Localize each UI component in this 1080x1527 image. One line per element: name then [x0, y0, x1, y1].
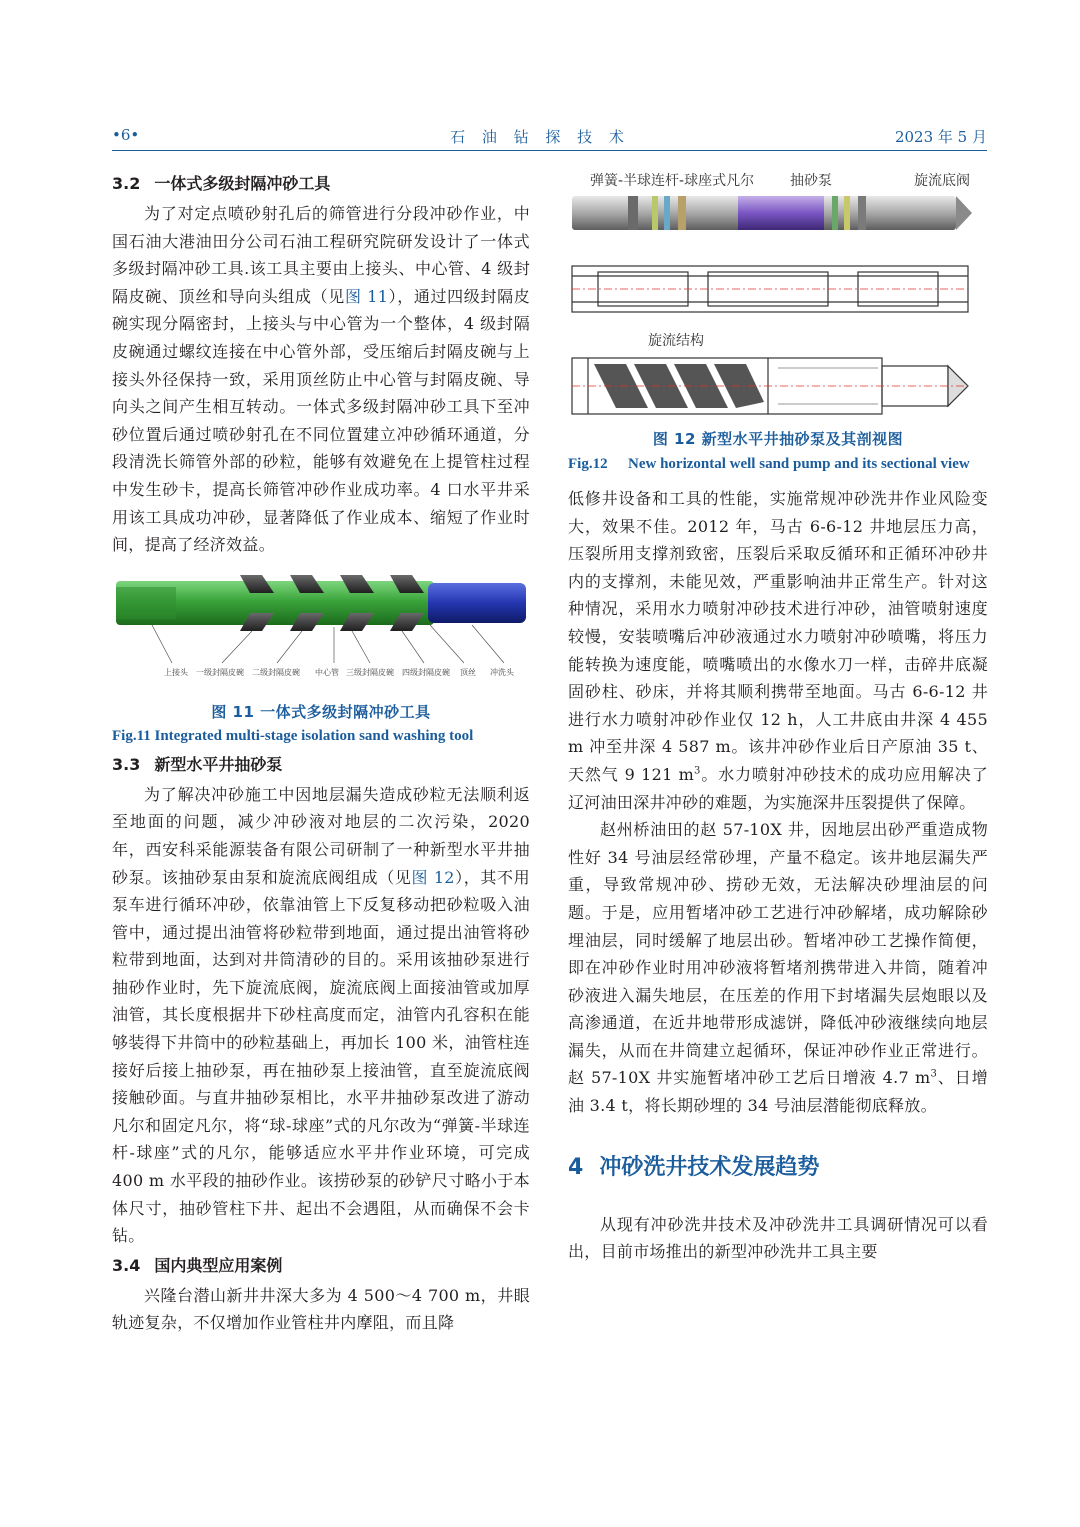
figure-12	[568, 168, 988, 424]
figure-11-tool-image	[112, 571, 530, 681]
figure-12-caption-en: Fig.12 New horizontal well sand pump and its sectional view	[568, 456, 970, 472]
figure-12-caption-cn: 图 12 新型水平井抽砂泵及其剖视图	[652, 430, 904, 448]
fig11-label-cup-1: 一级封隔皮碗	[196, 667, 244, 677]
fig11-label-wash-head: 冲洗头	[490, 667, 514, 677]
section-3-2-heading: 3.2 一体式多级封隔冲砂工具	[112, 174, 331, 193]
section-3-4-heading: 3.4 国内典型应用案例	[112, 1255, 283, 1275]
figure-11-caption-en: Fig.11 Integrated multi-stage isolation sand washing tool	[112, 727, 474, 744]
page-number: •6•	[112, 126, 140, 144]
fig12-label-swirl-structure: 旋流结构	[648, 333, 704, 349]
figure-11	[112, 571, 530, 693]
paragraph-zhaozhouqiao: 赵州桥油田的赵 57-10X 井，因地层出砂严重造成物性好 34 号油层经常砂埋，产量不稳定。该井地层漏失严重，导致常规冲砂、捞砂无效，无法解决砂埋油层的问题。于是，应用暂堵冲砂工艺进行冲砂解堵，成功解除砂埋油层，同时缓解了地层出砂。暂堵冲砂工艺操作简便，即在冲砂作业时用冲砂液将暂堵剂携带进入井筒，随着冲砂液进入漏失地层，在压差的作用下封堵漏失层炮眼以及高渗通道，在近井地带形成滤饼，降低冲砂液继续向地层漏失，从而在井筒建立起循环，保证冲砂作业正常进行。赵 57-10X 井实施暂堵冲砂工艺后日增液 4.7 $m^3$、日增油 3.4 t，将长期砂埋的 34 号油层潜能彻底释放。	[568, 820, 988, 1116]
fig11-label-cup-4: 四级封隔皮碗	[402, 667, 450, 677]
figure-11-caption-cn: 图 11 一体式多级封隔冲砂工具	[211, 702, 431, 721]
fig11-label-center-tube: 中心管	[315, 667, 339, 677]
fig11-label-cup-2: 二级封隔皮碗	[252, 667, 300, 677]
paragraph-3-2: 为了对定点喷砂射孔后的筛管进行分段冲砂作业，中国石油大港油田分公司石油工程研究院研发设计了一体式多级封隔冲砂工具.该工具主要由上接头、中心管、4 级封隔皮碗、顶丝和导向头组成（见图 11），通过四级封隔皮碗实现分隔密封，上接头与中心管为一个整体，4 级封隔皮碗通过螺纹连接在中心管外部，受压缩后封隔皮碗与上接头外径保持一致，采用顶丝防止中心管与封隔皮碗、导向头之间产生相互转动。一体式多级封隔冲砂工具下至冲砂位置后通过喷砂射孔在不同位置建立冲砂循环通道，分段清洗长筛管外部的砂粒，能够有效避免在上提管柱过程中发生砂卡，提高长筛管冲砂作业成功率。4 口水平井采用该工具成功冲砂，显著降低了作业成本、缩短了作业时间，提高了经济效益。	[112, 204, 531, 555]
fig11-label-top-joint: 上接头	[164, 667, 188, 677]
fig12-label-bottom-valve: 旋流底阀	[914, 173, 970, 189]
right-column	[568, 168, 988, 1266]
figure-12-pump-image	[568, 188, 988, 424]
header-rule	[112, 150, 987, 151]
fig11-label-set-screw: 顶丝	[460, 667, 476, 677]
issue-date: 2023 年 5 月	[894, 128, 987, 146]
figure-11-ref-link[interactable]: 图 11	[344, 286, 389, 306]
fig11-label-cup-3: 三级封隔皮碗	[346, 667, 394, 677]
paragraph-3-4: 兴隆台潜山新井井深大多为 4 500～4 700 m，井眼轨迹复杂，不仅增加作业管柱井内摩阻，而且降	[112, 1285, 530, 1333]
fig12-label-pump: 抽砂泵	[790, 173, 832, 189]
journal-title: 石 油 钻 探 技 术	[450, 128, 630, 146]
section-3-3-heading: 3.3 新型水平井抽砂泵	[112, 754, 283, 774]
section-4-heading: 4 冲砂洗井技术发展趋势	[568, 1154, 820, 1180]
fig12-label-valve: 弹簧-半球连杆-球座式凡尔	[590, 173, 755, 189]
paragraph-4: 从现有冲砂洗井技术及冲砂洗井工具调研情况可以看出，目前市场推出的新型冲砂洗井工具主要	[568, 1214, 988, 1262]
paragraph-3-3: 为了解决冲砂施工中因地层漏失造成砂粒无法顺利返至地面的问题，减少冲砂液对地层的二次污染，2020 年，西安科采能源装备有限公司研制了一种新型水平井抽砂泵。该抽砂泵由泵和旋流底阀组成（见图 12），其不用泵车进行循环冲砂，依靠油管上下反复移动把砂粒吸入油管中，通过提出油管将砂粒带到地面，通过提出油管将砂粒带到地面，达到对井筒清砂的目的。采用该抽砂泵进行抽砂作业时，先下旋流底阀，旋流底阀上面接油管或加厚油管，其长度根据井下砂柱高度而定，油管内孔容积在能够装得下井筒中的砂粒基础上，再加长 100 米，油管柱连接好后接上抽砂泵，再在抽砂泵上接油管，直至旋流底阀接触砂面。与直井抽砂泵相比，水平井抽砂泵改进了游动凡尔和固定凡尔，将“球-球座”式的凡尔改为“弹簧-半球连杆-球座”式的凡尔，能够适应水平井作业环境，可完成 400 m 水平段的抽砂作业。该捞砂泵的砂铲尺寸略小于本体尺寸，抽砂管柱下井、起出不会遇阻，从而确保不会卡钻。	[112, 784, 530, 1246]
left-column	[112, 168, 530, 1337]
paragraph-3-4-continued: 低修井设备和工具的性能，实施常规冲砂洗井作业风险变大，效果不佳。2012 年，马古 6-6-12 井地层压力高，压裂所用支撑剂致密，压裂后采取反循环和正循环冲砂井内的支撑剂，未能见效，严重影响油井正常生产。针对这种情况，采用水力喷射冲砂技术进行冲砂，油管喷射速度较慢，安装喷嘴后冲砂液通过水力喷射冲砂喷嘴，将压力能转换为速度能，喷嘴喷出的水像水刀一样，击碎井底凝固砂柱、砂床，并将其顺利携带至地面。马古 6-6-12 井进行水力喷射冲砂作业仅 12 h，人工井底由井深 4 455 m 冲至井深 4 587 m。该井冲砂作业后日产原油 35 t、天然气 9 121 $m^3$。水力喷射冲砂技术的成功应用解决了辽河油田深井冲砂的难题，为实施深井压裂提供了保障。	[568, 489, 988, 812]
figure-12-ref-link[interactable]: 图 12	[411, 867, 455, 887]
